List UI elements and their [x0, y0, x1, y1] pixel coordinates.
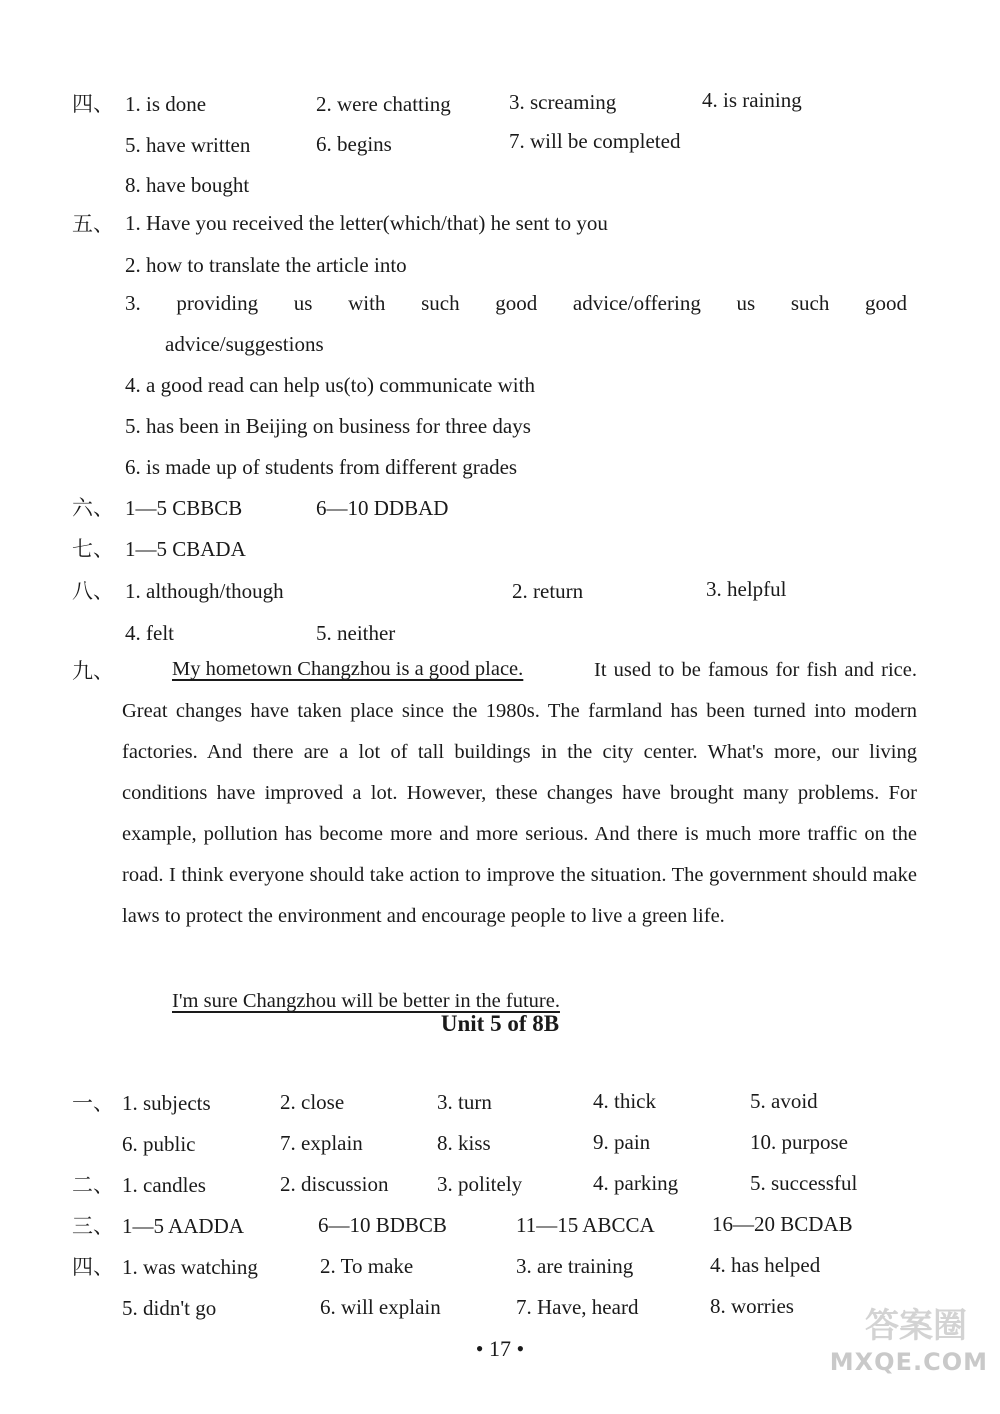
answer-item: 1. subjects: [122, 1091, 211, 1115]
essay-last-sentence: I'm sure Changzhou will be better in the future.: [172, 990, 560, 1012]
answer-item: 7. explain: [280, 1131, 363, 1155]
answer-item: 6. is made up of students from different grades: [125, 455, 518, 479]
answer-item: 3. politely: [437, 1172, 523, 1196]
answer-item: 5. have written: [125, 133, 251, 157]
answer-item: 5. has been in Beijing on business for three days: [125, 414, 531, 438]
unit-title: Unit 5 of 8B: [440, 1011, 560, 1036]
answer-item: 6—10 BDBCB: [318, 1213, 447, 1237]
answer-item: 1. although/though: [125, 579, 284, 603]
answer-item: 3. are training: [516, 1254, 634, 1278]
answer-item-continued: advice/suggestions: [165, 332, 324, 356]
watermark-logo: 答案圈: [865, 1306, 967, 1346]
answer-item: 4. has helped: [710, 1253, 821, 1277]
answer-item: 4. thick: [593, 1089, 656, 1113]
answer-item: 1. candles: [122, 1173, 206, 1197]
answer-item: 4. felt: [125, 621, 174, 645]
answer-item: 8. worries: [710, 1294, 794, 1318]
section-label: 七、: [72, 537, 114, 561]
section-label: 八、: [72, 579, 114, 603]
answer-item: 3. turn: [437, 1090, 492, 1114]
answer-item: 8. have bought: [125, 173, 250, 197]
answer-item: 2. how to translate the article into: [125, 253, 407, 277]
section-label: 四、: [72, 1255, 114, 1279]
answer-item: 4. a good read can help us(to) communicate with: [125, 373, 535, 397]
answer-item: 6. begins: [316, 132, 392, 156]
answer-item: 2. return: [512, 579, 584, 603]
answer-item: 1. is done: [125, 92, 207, 116]
section-label: 一、: [72, 1091, 114, 1115]
answer-item: 1. was watching: [122, 1255, 258, 1279]
section-label: 六、: [72, 496, 114, 520]
answer-item: 6. will explain: [320, 1295, 441, 1319]
answer-item: 3. providing us with such good advice/offering us such good: [125, 291, 907, 315]
section-label: 五、: [72, 212, 114, 236]
essay-body: It used to be famous for fish and rice. Great changes have taken place since the 1980s. The farmland has been turned into modern factories. And there are a lot of tall buildings in the city center. What's more, our living conditions have improved a lot. However, these changes have brought many problems. For example, pollution has become more and more serious. And there is much more traffic on the road. I think everyone should take action to improve the situation. The government should make laws to protect the environment and encourage people to live a green life.: [122, 659, 917, 927]
essay-first-sentence: My hometown Changzhou is a good place.: [172, 658, 524, 680]
answer-item: 10. purpose: [750, 1130, 848, 1154]
answer-item: 8. kiss: [437, 1131, 491, 1155]
answer-item: 2. discussion: [280, 1172, 389, 1196]
answer-item: 7. will be completed: [509, 129, 681, 153]
answer-item: 5. avoid: [750, 1089, 818, 1113]
section-label: 二、: [72, 1173, 114, 1197]
answer-item: 1—5 AADDA: [122, 1214, 244, 1238]
answer-item: 3. screaming: [509, 90, 617, 114]
answer-item: 1—5 CBBCB: [125, 496, 243, 520]
page-number: • 17 •: [475, 1336, 525, 1361]
section-label: 九、: [72, 659, 114, 683]
answer-item: 5. didn't go: [122, 1296, 217, 1320]
section-label: 四、: [72, 92, 114, 116]
answer-item: 4. parking: [593, 1171, 679, 1195]
answer-item: 2. close: [280, 1090, 345, 1114]
section-label: 三、: [72, 1214, 114, 1238]
answer-item: 7. Have, heard: [516, 1295, 639, 1319]
answer-item: 2. were chatting: [316, 92, 451, 116]
answer-item: 1—5 CBADA: [125, 537, 246, 561]
answer-item: 5. neither: [316, 621, 396, 645]
answer-item: 4. is raining: [702, 88, 802, 112]
answer-item: 1. Have you received the letter(which/that) he sent to you: [125, 211, 608, 235]
answer-item: 6—10 DDBAD: [316, 496, 449, 520]
answer-item: 11—15 ABCCA: [516, 1213, 655, 1237]
answer-item: 5. successful: [750, 1171, 858, 1195]
watermark-site: MXQE.COM: [829, 1348, 988, 1376]
answer-item: 9. pain: [593, 1130, 651, 1154]
answer-item: 6. public: [122, 1132, 196, 1156]
answer-item: 3. helpful: [706, 577, 787, 601]
answer-item: 2. To make: [320, 1254, 414, 1278]
answer-item: 16—20 BCDAB: [712, 1212, 853, 1236]
